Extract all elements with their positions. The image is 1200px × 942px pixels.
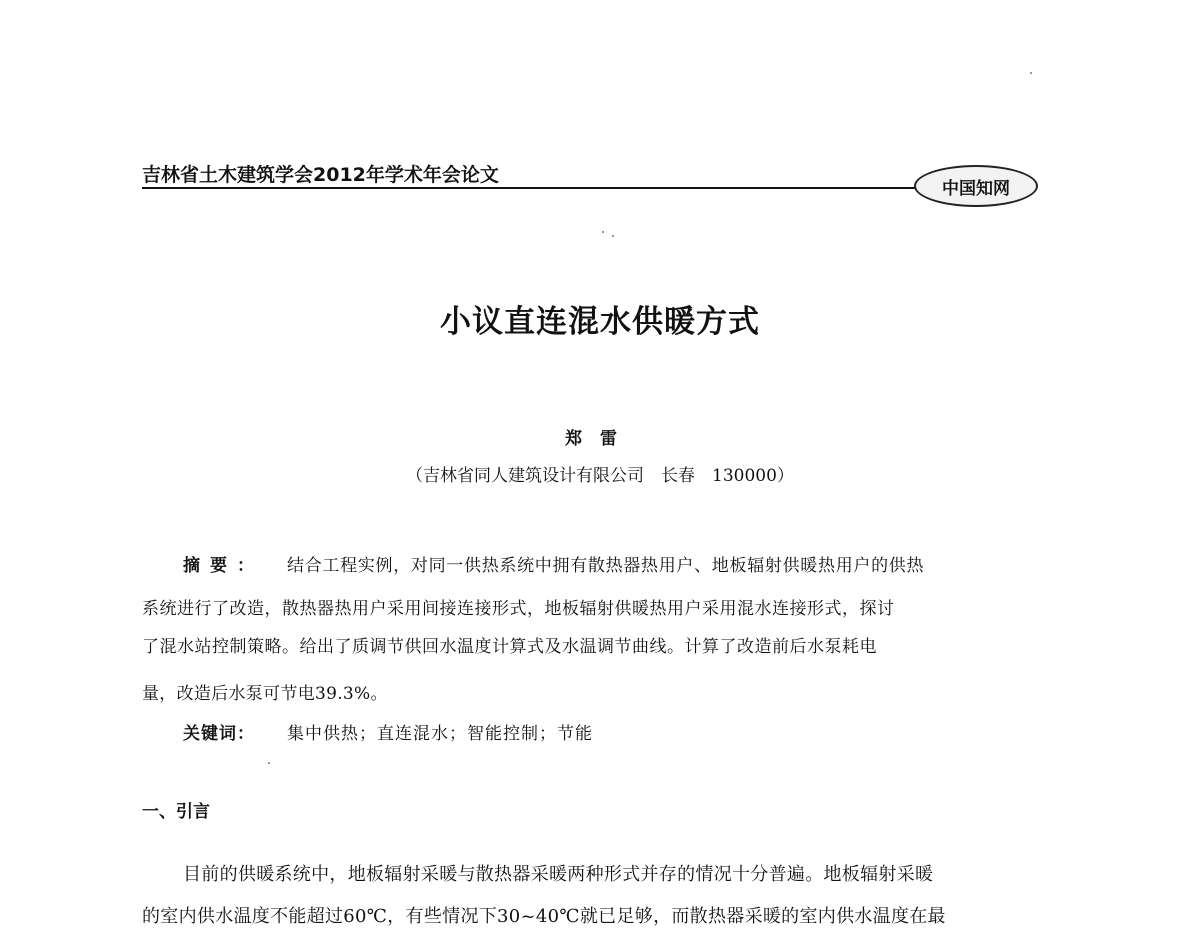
journal-header: 吉林省土木建筑学会2012年学术年会论文 (142, 164, 499, 186)
abstract-label: 摘要： (183, 556, 264, 576)
keywords-list: 集中供热；直连混水；智能控制；节能 (287, 724, 593, 744)
body-paragraph-line: 的室内供水温度不能超过60℃，有些情况下30~40℃就已足够，而散热器采暖的室内供水温度在最 (142, 906, 946, 927)
scan-speck (268, 762, 270, 764)
section-heading: 一、引言 (142, 802, 210, 822)
body-paragraph-line: 目前的供暖系统中，地板辐射采暖与散热器采暖两种形式并存的情况十分普遍。地板辐射采暖 (183, 864, 934, 885)
cnki-logo: 中国知网 (914, 165, 1038, 207)
paper-title: 小议直连混水供暖方式 (440, 304, 760, 340)
keywords-label: 关键词： (183, 724, 255, 744)
author-name: 郑雷 (565, 429, 635, 449)
header-rule (142, 187, 917, 189)
scan-speck (1030, 72, 1032, 74)
scan-speck (612, 235, 614, 237)
abstract-line: 量，改造后水泵可节电39.3%。 (142, 684, 388, 704)
abstract-line: 系统进行了改造，散热器热用户采用间接连接形式，地板辐射供暖热用户采用混水连接形式，探讨 (142, 599, 895, 619)
author-affiliation: （吉林省同人建筑设计有限公司 长春 130000） (406, 466, 794, 486)
scan-speck (602, 231, 604, 233)
abstract-line: 结合工程实例，对同一供热系统中拥有散热器热用户、地板辐射供暖热用户的供热 (287, 556, 925, 576)
abstract-line: 了混水站控制策略。给出了质调节供回水温度计算式及水温调节曲线。计算了改造前后水泵耗电 (142, 637, 877, 657)
